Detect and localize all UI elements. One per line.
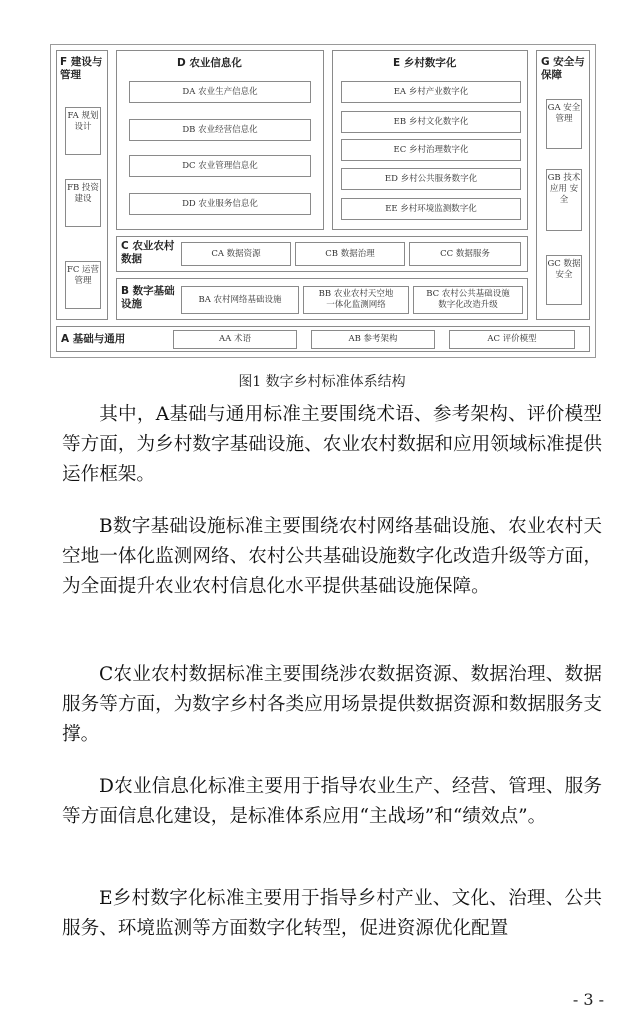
section-c-title: C 农业农村数据 — [121, 240, 175, 265]
figure-caption: 图1 数字乡村标准体系结构 — [238, 374, 406, 390]
paragraph-c — [62, 660, 602, 750]
item-bc: BC 农村公共基础设施 数字化改造升级 — [413, 286, 523, 314]
section-b-title: B 数字基础设施 — [121, 285, 175, 310]
item-ac: AC 评价模型 — [449, 330, 575, 349]
section-g-title: G 安全与保障 — [541, 56, 585, 81]
section-d — [116, 50, 324, 230]
item-ba: BA 农村网络基础设施 — [181, 286, 299, 314]
section-e — [332, 50, 528, 230]
section-b — [116, 278, 528, 320]
item-cb: CB 数据治理 — [295, 242, 405, 266]
section-e-title: E 乡村数字化 — [393, 57, 457, 69]
item-cc: CC 数据服务 — [409, 242, 521, 266]
item-ea: EA 乡村产业数字化 — [341, 81, 521, 103]
section-d-title: D 农业信息化 — [177, 57, 242, 69]
section-c — [116, 236, 528, 272]
item-ab: AB 参考架构 — [311, 330, 435, 349]
item-db: DB 农业经营信息化 — [129, 119, 311, 141]
item-ca: CA 数据资源 — [181, 242, 291, 266]
item-aa: AA 术语 — [173, 330, 297, 349]
paragraph-b — [62, 512, 602, 602]
section-f — [56, 50, 108, 320]
paragraph-c-text: C农业农村数据标准主要围绕涉农数据资源、数据治理、数据服务等方面，为数字乡村各类应用场景提供数据资源和数据服务支撑。 — [62, 664, 602, 745]
section-a-title: A 基础与通用 — [61, 333, 126, 345]
item-da: DA 农业生产信息化 — [129, 81, 311, 103]
paragraph-b-text: B数字基础设施标准主要围绕农村网络基础设施、农业农村天空地一体化监测网络、农村公共基础设施数字化改造升级等方面，为全面提升农业农村信息化水平提供基础设施保障。 — [62, 516, 602, 597]
section-f-title: F 建设与管理 — [60, 56, 103, 81]
item-ga: GA 安全 管理 — [546, 99, 582, 149]
paragraph-a — [62, 400, 602, 490]
standard-system-diagram — [50, 44, 596, 358]
item-fb: FB 投资 建设 — [65, 179, 101, 227]
item-gc: GC 数据 安全 — [546, 255, 582, 305]
item-ee: EE 乡村环境监测数字化 — [341, 198, 521, 220]
item-bb: BB 农业农村天空地 一体化监测网络 — [303, 286, 409, 314]
paragraph-d — [62, 772, 602, 832]
item-ec: EC 乡村治理数字化 — [341, 139, 521, 161]
paragraph-a-text: 其中，A基础与通用标准主要围绕术语、参考架构、评价模型等方面，为乡村数字基础设施、农业农村数据和应用领域标准提供运作框架。 — [62, 404, 602, 485]
item-dc: DC 农业管理信息化 — [129, 155, 311, 177]
item-eb: EB 乡村文化数字化 — [341, 111, 521, 133]
paragraph-d-text: D农业信息化标准主要用于指导农业生产、经营、管理、服务等方面信息化建设，是标准体系应用“主战场”和“绩效点”。 — [62, 776, 602, 827]
paragraph-e — [62, 884, 602, 944]
item-gb: GB 技术 应用 安全 — [546, 169, 582, 231]
page-number: - 3 - — [572, 990, 604, 1009]
item-fc: FC 运营 管理 — [65, 261, 101, 309]
section-a — [56, 326, 590, 352]
paragraph-e-text: E乡村数字化标准主要用于指导乡村产业、文化、治理、公共服务、环境监测等方面数字化转型，促进资源优化配置 — [62, 888, 602, 939]
item-dd: DD 农业服务信息化 — [129, 193, 311, 215]
section-g — [536, 50, 590, 320]
item-ed: ED 乡村公共服务数字化 — [341, 168, 521, 190]
item-fa: FA 规划 设计 — [65, 107, 101, 155]
